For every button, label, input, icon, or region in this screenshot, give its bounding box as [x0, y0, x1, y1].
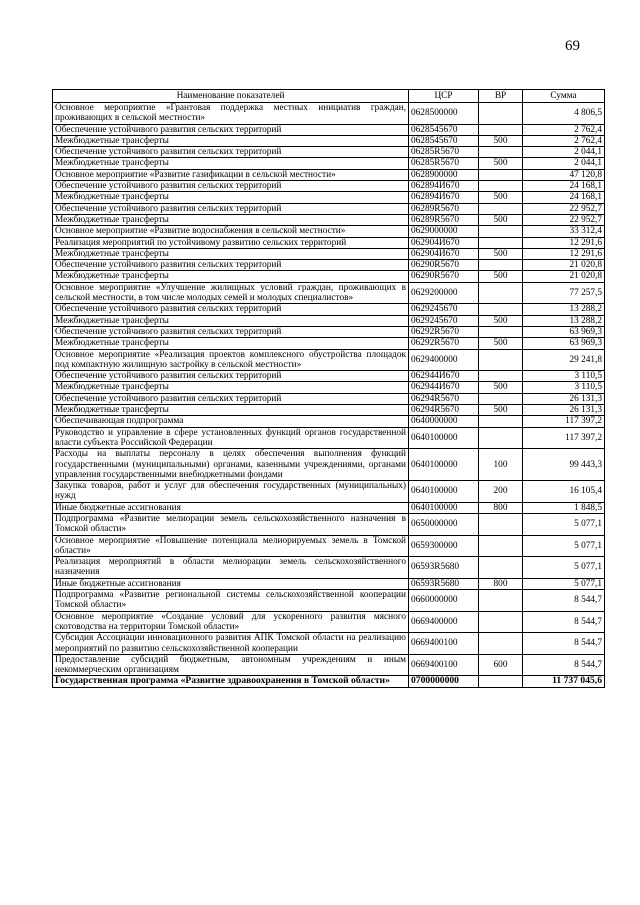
row-name: Обеспечение устойчивого развития сельских территорий: [53, 181, 409, 192]
table-row: [53, 326, 605, 337]
row-vr: 800: [479, 578, 523, 589]
row-name: Межбюджетные трансферты: [53, 271, 409, 282]
row-name: Обеспечение устойчивого развития сельских территорий: [53, 393, 409, 404]
row-vr: 500: [479, 405, 523, 416]
row-csr: 0640100000: [409, 481, 479, 503]
row-vr: [479, 371, 523, 382]
table-row: [53, 237, 605, 248]
row-vr: 500: [479, 315, 523, 326]
row-csr: 06593R5680: [409, 578, 479, 589]
table-row: [53, 226, 605, 237]
row-csr: 062944И670: [409, 382, 479, 393]
row-sum: 1 848,5: [523, 502, 605, 513]
table-row: [53, 271, 605, 282]
table-row: [53, 124, 605, 135]
row-csr: 0629245670: [409, 315, 479, 326]
table-row: [53, 611, 605, 633]
row-sum: 2 762,4: [523, 135, 605, 146]
row-name: Реализация мероприятий по устойчивому развитию сельских территорий: [53, 237, 409, 248]
row-csr: 062944И670: [409, 371, 479, 382]
row-sum: 22 952,7: [523, 214, 605, 225]
row-vr: 500: [479, 248, 523, 259]
row-vr: [479, 124, 523, 135]
row-name: Межбюджетные трансферты: [53, 382, 409, 393]
column-header-sum: Сумма: [523, 90, 605, 103]
row-vr: [479, 535, 523, 557]
row-sum: 24 168,1: [523, 192, 605, 203]
row-sum: 21 020,8: [523, 260, 605, 271]
row-name: Подпрограмма «Развитие мелиорации земель сельскохозяйственного назначения в Томской области»: [53, 513, 409, 535]
row-name: Основное мероприятие «Создание условий для ускоренного развития мясного скотоводства на территории Томской области»: [53, 611, 409, 633]
row-sum: 21 020,8: [523, 271, 605, 282]
row-vr: 100: [479, 449, 523, 481]
row-name: Реализация мероприятий в области мелиорации земель сельскохозяйственного назначения: [53, 557, 409, 579]
table-row: [53, 393, 605, 404]
row-csr: 06292R5670: [409, 326, 479, 337]
row-vr: [479, 226, 523, 237]
column-header-name: Наименование показателей: [53, 90, 409, 103]
row-sum: 2 762,4: [523, 124, 605, 135]
row-csr: 06290R5670: [409, 271, 479, 282]
table-row: [53, 416, 605, 427]
table-row: [53, 169, 605, 180]
row-sum: 47 120,8: [523, 169, 605, 180]
row-name: Обеспечение устойчивого развития сельских территорий: [53, 304, 409, 315]
table-body: [53, 103, 605, 688]
page-number: 69: [565, 38, 580, 54]
row-sum: 77 257,5: [523, 282, 605, 304]
row-vr: 500: [479, 214, 523, 225]
row-csr: 062904И670: [409, 248, 479, 259]
row-name: Подпрограмма «Развитие региональной системы сельскохозяйственной кооперации Томской области»: [53, 590, 409, 612]
row-sum: 8 544,7: [523, 611, 605, 633]
row-name: Основное мероприятие «Развитие газификации в сельской местности»: [53, 169, 409, 180]
row-sum: 3 110,5: [523, 382, 605, 393]
table-row: [53, 248, 605, 259]
row-vr: [479, 513, 523, 535]
row-name: Обеспечение устойчивого развития сельских территорий: [53, 147, 409, 158]
row-name: Расходы на выплаты персоналу в целях обеспечения выполнения функций государственными (муниципальными) органами, казенными учреждениями, органами управления государственными внебюджетными фондами: [53, 449, 409, 481]
row-csr: 06294R5670: [409, 405, 479, 416]
row-vr: [479, 393, 523, 404]
row-sum: 5 077,1: [523, 513, 605, 535]
row-vr: [479, 147, 523, 158]
row-csr: 0669400000: [409, 611, 479, 633]
row-csr: 06593R5680: [409, 557, 479, 579]
row-csr: 06289R5670: [409, 203, 479, 214]
row-csr: 06285R5670: [409, 158, 479, 169]
row-name: Основное мероприятие «Улучшение жилищных условий граждан, проживающих в сельской местности, в том числе молодых семей и молодых специалистов»: [53, 282, 409, 304]
row-csr: 062904И670: [409, 237, 479, 248]
column-header-vr: ВР: [479, 90, 523, 103]
row-sum: 8 544,7: [523, 590, 605, 612]
row-sum: 26 131,3: [523, 405, 605, 416]
row-name: Иные бюджетные ассигнования: [53, 578, 409, 589]
table-header-row: [53, 90, 605, 103]
row-vr: 500: [479, 135, 523, 146]
row-vr: 500: [479, 192, 523, 203]
table-row: [53, 633, 605, 655]
row-sum: 11 737 045,6: [523, 676, 605, 687]
table-row: [53, 349, 605, 371]
table-row: [53, 135, 605, 146]
table-row: [53, 371, 605, 382]
table-row: [53, 214, 605, 225]
row-csr: 06294R5670: [409, 393, 479, 404]
row-vr: [479, 557, 523, 579]
table-row: [53, 338, 605, 349]
row-vr: [479, 203, 523, 214]
row-csr: 0640100000: [409, 502, 479, 513]
row-name: Обеспечение устойчивого развития сельских территорий: [53, 203, 409, 214]
row-vr: [479, 349, 523, 371]
row-vr: [479, 103, 523, 125]
row-sum: 63 969,3: [523, 326, 605, 337]
row-csr: 0640100000: [409, 449, 479, 481]
row-name: Руководство и управление в сфере установленных функций органов государственной власти субъекта Российской Федерации: [53, 427, 409, 449]
table-row: [53, 427, 605, 449]
row-vr: [479, 260, 523, 271]
table-row: [53, 158, 605, 169]
row-sum: 3 110,5: [523, 371, 605, 382]
row-vr: 200: [479, 481, 523, 503]
table-row: [53, 449, 605, 481]
row-sum: 2 044,1: [523, 147, 605, 158]
row-sum: 22 952,7: [523, 203, 605, 214]
row-name: Основное мероприятие «Повышение потенциала мелиорируемых земель в Томской области»: [53, 535, 409, 557]
row-name: Основное мероприятие «Развитие водоснабжения в сельской местности»: [53, 226, 409, 237]
row-vr: 600: [479, 654, 523, 676]
table-row: [53, 304, 605, 315]
row-vr: 500: [479, 158, 523, 169]
table-row: [53, 315, 605, 326]
row-name: Межбюджетные трансферты: [53, 158, 409, 169]
row-sum: 12 291,6: [523, 237, 605, 248]
row-csr: 0659300000: [409, 535, 479, 557]
row-name: Обеспечение устойчивого развития сельских территорий: [53, 371, 409, 382]
row-name: Межбюджетные трансферты: [53, 214, 409, 225]
row-vr: [479, 169, 523, 180]
row-csr: 06292R5670: [409, 338, 479, 349]
row-sum: 5 077,1: [523, 557, 605, 579]
row-csr: 0640000000: [409, 416, 479, 427]
row-name: Межбюджетные трансферты: [53, 248, 409, 259]
row-vr: [479, 611, 523, 633]
table-row: [53, 590, 605, 612]
row-name: Обеспечение устойчивого развития сельских территорий: [53, 326, 409, 337]
row-vr: 500: [479, 271, 523, 282]
table-row: [53, 260, 605, 271]
row-sum: 29 241,8: [523, 349, 605, 371]
row-vr: [479, 427, 523, 449]
row-vr: [479, 282, 523, 304]
row-csr: 06290R5670: [409, 260, 479, 271]
row-csr: 0669400100: [409, 654, 479, 676]
row-sum: 4 806,5: [523, 103, 605, 125]
row-csr: 0640100000: [409, 427, 479, 449]
table-row: [53, 282, 605, 304]
table-row: [53, 557, 605, 579]
row-name: Обеспечение устойчивого развития сельских территорий: [53, 124, 409, 135]
row-sum: 5 077,1: [523, 535, 605, 557]
table-row: [53, 654, 605, 676]
row-sum: 13 288,2: [523, 304, 605, 315]
table-row: [53, 203, 605, 214]
row-csr: 0629200000: [409, 282, 479, 304]
row-name: Межбюджетные трансферты: [53, 315, 409, 326]
table-row: [53, 382, 605, 393]
row-sum: 8 544,7: [523, 654, 605, 676]
row-sum: 8 544,7: [523, 633, 605, 655]
row-csr: 0669400100: [409, 633, 479, 655]
row-name: Иные бюджетные ассигнования: [53, 502, 409, 513]
row-sum: 24 168,1: [523, 181, 605, 192]
row-sum: 13 288,2: [523, 315, 605, 326]
table-row: [53, 502, 605, 513]
row-csr: 06289R5670: [409, 214, 479, 225]
row-csr: 0629245670: [409, 304, 479, 315]
row-name: Межбюджетные трансферты: [53, 405, 409, 416]
row-csr: 062894И670: [409, 192, 479, 203]
row-vr: [479, 326, 523, 337]
row-csr: 0700000000: [409, 676, 479, 687]
table-row: [53, 181, 605, 192]
row-sum: 63 969,3: [523, 338, 605, 349]
row-vr: [479, 676, 523, 687]
table-row: [53, 676, 605, 687]
row-csr: 0629400000: [409, 349, 479, 371]
row-name: Межбюджетные трансферты: [53, 338, 409, 349]
row-csr: 0660000000: [409, 590, 479, 612]
budget-table: [52, 89, 605, 688]
row-vr: [479, 590, 523, 612]
table-row: [53, 192, 605, 203]
table-row: [53, 578, 605, 589]
row-vr: 500: [479, 382, 523, 393]
row-name: Обеспечивающая подпрограмма: [53, 416, 409, 427]
row-vr: 800: [479, 502, 523, 513]
row-sum: 5 077,1: [523, 578, 605, 589]
row-name: Обеспечение устойчивого развития сельских территорий: [53, 260, 409, 271]
row-csr: 0628900000: [409, 169, 479, 180]
row-name: Основное мероприятие «Грантовая поддержка местных инициатив граждан, проживающих в сельской местности»: [53, 103, 409, 125]
row-name: Основное мероприятие «Реализация проектов комплексного обустройства площадок под компактную жилищную застройку в сельской местности»: [53, 349, 409, 371]
row-vr: 500: [479, 338, 523, 349]
row-sum: 16 105,4: [523, 481, 605, 503]
row-csr: 0629000000: [409, 226, 479, 237]
row-csr: 06285R5670: [409, 147, 479, 158]
row-sum: 99 443,3: [523, 449, 605, 481]
row-vr: [479, 416, 523, 427]
row-csr: 062894И670: [409, 181, 479, 192]
row-name: Предоставление субсидий бюджетным, автономным учреждениям и иным некоммерческим организациям: [53, 654, 409, 676]
row-vr: [479, 237, 523, 248]
row-csr: 0628545670: [409, 124, 479, 135]
table-row: [53, 513, 605, 535]
table-row: [53, 405, 605, 416]
row-sum: 33 312,4: [523, 226, 605, 237]
row-vr: [479, 181, 523, 192]
row-vr: [479, 633, 523, 655]
row-csr: 0650000000: [409, 513, 479, 535]
row-name: Межбюджетные трансферты: [53, 135, 409, 146]
row-name: Государственная программа «Развитие здравоохранения в Томской области»: [53, 676, 409, 687]
row-sum: 2 044,1: [523, 158, 605, 169]
row-sum: 26 131,3: [523, 393, 605, 404]
table-row: [53, 147, 605, 158]
row-csr: 0628545670: [409, 135, 479, 146]
row-sum: 117 397,2: [523, 427, 605, 449]
row-name: Межбюджетные трансферты: [53, 192, 409, 203]
row-sum: 117 397,2: [523, 416, 605, 427]
row-csr: 0628500000: [409, 103, 479, 125]
row-vr: [479, 304, 523, 315]
row-name: Закупка товаров, работ и услуг для обеспечения государственных (муниципальных) нужд: [53, 481, 409, 503]
row-name: Субсидия Ассоциации инновационного развития АПК Томской области на реализацию мероприятий по развитию сельскохозяйственной кооперации: [53, 633, 409, 655]
column-header-csr: ЦСР: [409, 90, 479, 103]
row-sum: 12 291,6: [523, 248, 605, 259]
table-row: [53, 481, 605, 503]
table-row: [53, 535, 605, 557]
table-row: [53, 103, 605, 125]
